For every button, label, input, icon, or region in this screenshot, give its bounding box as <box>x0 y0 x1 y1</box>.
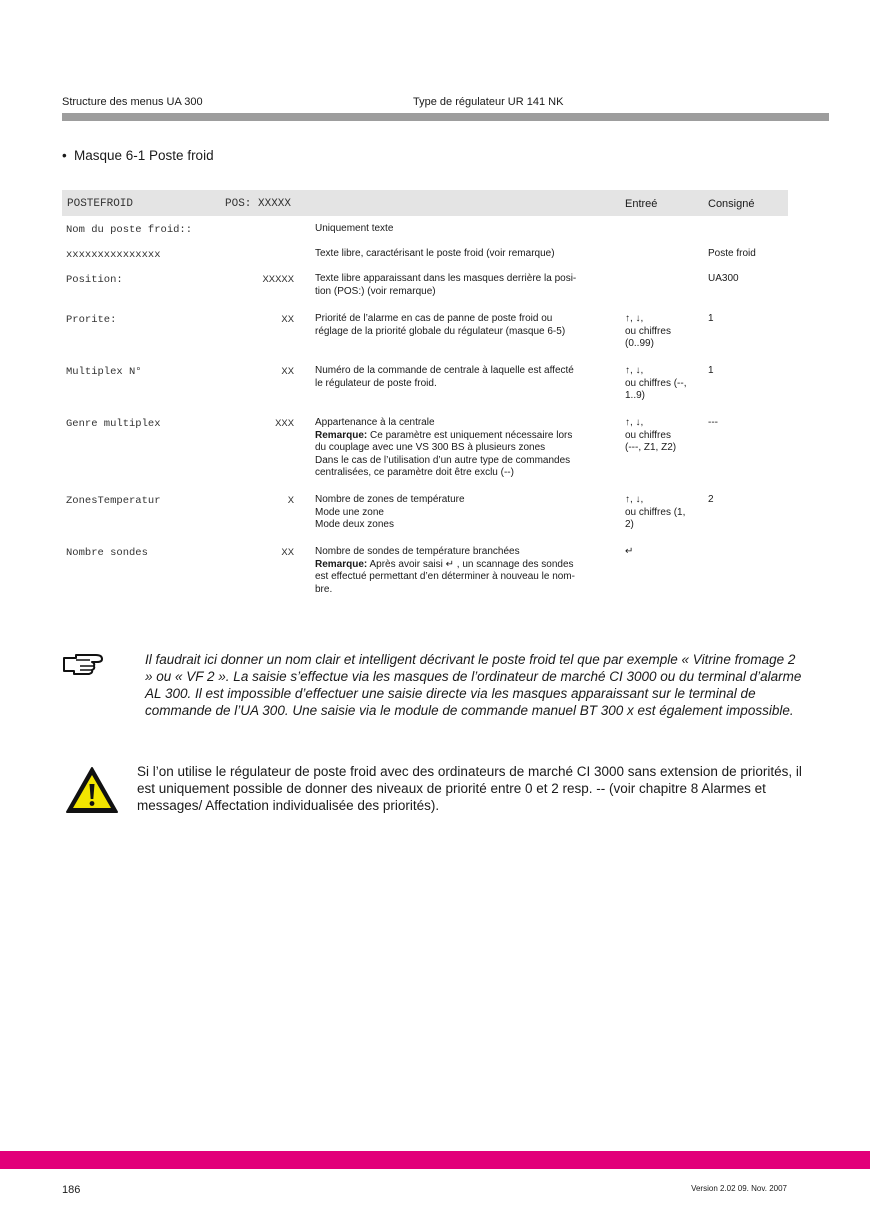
page-number: 186 <box>62 1184 81 1196</box>
header-pos: POS: XXXXX <box>225 198 292 210</box>
table-header <box>62 190 788 216</box>
param-name: Prorite: <box>66 314 117 326</box>
param-value: XXXXX <box>262 274 294 286</box>
param-desc: Priorité de l’alarme en cas de panne de poste froid ou réglage de la priorité globale du régulateur (masque 6-5) <box>315 313 566 337</box>
param-entree: ↑, ↓, ou chiffres (0..99) <box>625 313 671 349</box>
param-name: Multiplex N° <box>66 366 142 378</box>
param-desc: Numéro de la commande de centrale à laquelle est affecté le régulateur de poste froid. <box>315 365 574 389</box>
param-desc: Appartenance à la centrale Remarque: Ce paramètre est uniquement nécessaire lors du couplage avec une VS 300 BS à plusieurs zones Dans le cas de l’utilisation d’un autre type de commandes centralisées, ce paramètre doit être exclu (--) <box>315 417 573 478</box>
param-entree: ↑, ↓, ou chiffres (1, 2) <box>625 494 686 530</box>
table-row <box>62 248 788 273</box>
warning-icon <box>65 766 119 814</box>
param-name: Nombre sondes <box>66 547 148 559</box>
enter-icon: ↵ <box>625 546 634 557</box>
param-desc: Uniquement texte <box>315 223 394 234</box>
param-value: XX <box>281 314 294 326</box>
param-name: xxxxxxxxxxxxxxx <box>66 249 161 261</box>
header-right: Type de régulateur UR 141 NK <box>413 96 564 108</box>
header-mask-name: POSTEFROID <box>67 198 134 210</box>
table-row <box>62 365 788 417</box>
param-desc: Nombre de sondes de température branchées Remarque: Après avoir saisi ↵ , un scannage des sondes est effectué permettant d’en déterminer à nouveau le nom- bre. <box>315 546 575 595</box>
param-entree: ↑, ↓, ou chiffres (--, 1..9) <box>625 365 687 401</box>
footer-accent-bar <box>0 1151 870 1169</box>
param-value: X <box>287 495 294 507</box>
header-entree: Entreé <box>625 198 658 210</box>
header-left: Structure des menus UA 300 <box>62 96 203 108</box>
param-name: Position: <box>66 274 123 286</box>
param-desc: Texte libre apparaissant dans les masques derrière la posi- tion (POS:) (voir remarque) <box>315 273 577 297</box>
param-consigne: 2 <box>708 494 714 505</box>
param-consigne: UA300 <box>708 273 739 284</box>
table-row <box>62 494 788 546</box>
section-title: • Masque 6-1 Poste froid <box>62 148 214 163</box>
parameter-table <box>62 190 788 606</box>
version-info: Version 2.02 09. Nov. 2007 <box>691 1184 787 1193</box>
param-value: XXX <box>275 418 294 430</box>
bullet-icon: • <box>62 148 67 163</box>
param-desc: Texte libre, caractérisant le poste froid (voir remarque) <box>315 248 555 259</box>
param-name: Nom du poste froid:: <box>66 224 193 236</box>
remark-label: Remarque: <box>315 558 368 570</box>
param-consigne: 1 <box>708 365 714 376</box>
header-consigne: Consigné <box>708 198 755 210</box>
note-text: Il faudrait ici donner un nom clair et intelligent décrivant le poste froid tel que par exemple « Vitrine fromage 2 » ou « VF 2 ». La saisie s’effectue via les masques de l’ordinateur de marché CI 3000 ou du terminal d’alarme AL 300. Il est impossible d’effectuer une saisie directe via les masques apparaissant sur le terminal de commande de l’UA 300. Une saisie via le module de commande manuel BT 300 x est également impossible. <box>145 652 802 718</box>
param-consigne: Poste froid <box>708 248 756 259</box>
warning-text: Si l’on utilise le régulateur de poste froid avec des ordinateurs de marché CI 3000 sans extension de priorités, il est uniquement possible de donner des niveaux de priorité entre 0 et 2 resp. -- (voir chapitre 8 Alarmes et messages/ Affectation individualisée des priorités). <box>137 764 802 813</box>
param-name: ZonesTemperatur <box>66 495 161 507</box>
param-consigne: --- <box>708 417 718 428</box>
remark-label: Remarque: <box>315 429 368 441</box>
param-name: Genre multiplex <box>66 418 161 430</box>
param-value: XX <box>281 366 294 378</box>
param-entree: ↑, ↓, ou chiffres (---, Z1, Z2) <box>625 417 677 453</box>
table-row <box>62 546 788 606</box>
param-entree <box>625 546 707 559</box>
param-desc: Nombre de zones de température Mode une zone Mode deux zones <box>315 494 465 530</box>
table-row <box>62 417 788 494</box>
table-row <box>62 223 788 248</box>
pointing-hand-icon <box>62 652 106 676</box>
table-row <box>62 313 788 365</box>
table-row <box>62 273 788 313</box>
param-consigne: 1 <box>708 313 714 324</box>
param-value: XX <box>281 547 294 559</box>
header-divider <box>62 113 829 121</box>
